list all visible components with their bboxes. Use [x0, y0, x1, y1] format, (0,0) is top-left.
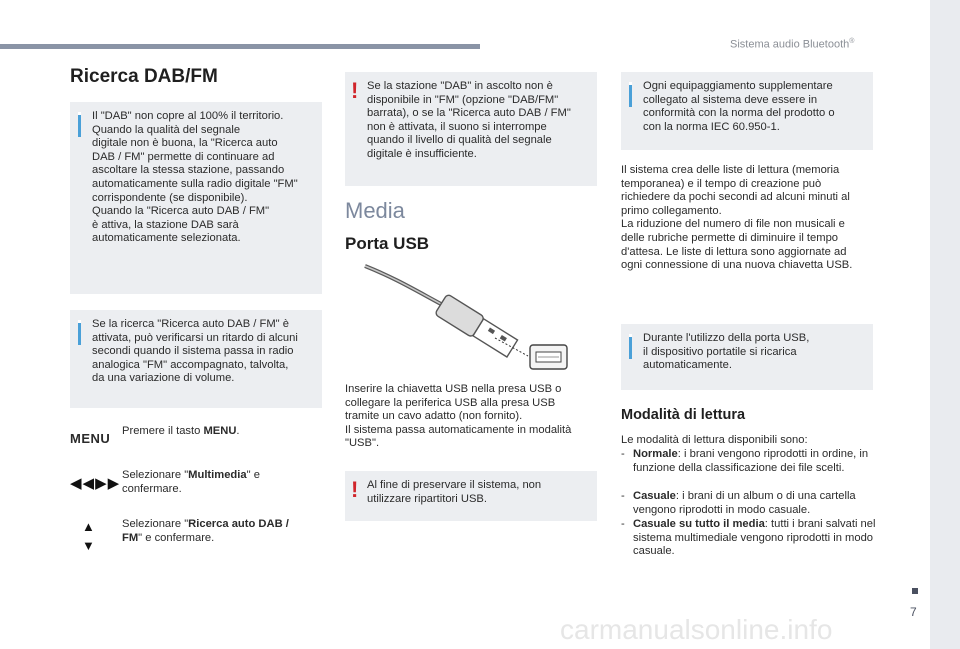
side-strip: [930, 0, 960, 649]
info-icon: [629, 82, 632, 107]
info-box-delay: [70, 310, 322, 408]
usb-instructions: Inserire la chiavetta USB nella presa USB o collegare la periferica USB alla presa USB tramite un cavo adatto (non fornito). Il sistema passa automaticamente in modalità "USB".: [345, 383, 572, 450]
watermark: carmanualsonline.info: [560, 614, 833, 645]
playback-modes-title: Modalità di lettura: [621, 407, 746, 423]
info-icon: [629, 334, 632, 359]
info-icon: [78, 320, 81, 345]
down-arrow-icon: ▼: [82, 538, 95, 553]
header-rule: [0, 44, 480, 49]
page-number: 7: [910, 605, 917, 619]
warning-box-signal: [345, 72, 597, 186]
playback-modes-intro: Le modalità di lettura disponibili sono:: [621, 434, 808, 446]
warning-box-usb-hub: [345, 471, 597, 521]
usb-plug-illustration: [345, 258, 575, 376]
info-text: Ogni equipaggiamento supplementare collegato al sistema deve essere in conformità con la norma del prodotto o con la norma IEC 60.950-1.: [643, 80, 835, 133]
step-press-menu: Premere il tasto MENU.: [122, 425, 240, 437]
warning-text: Se la stazione "DAB" in ascolto non è disponibile in "FM" (opzione "DAB/FM" barrata), o se la "Ricerca auto DAB / FM" non è attivata, il suono si interrompe quando il livello di qualità del segnale digitale è insufficiente.: [367, 80, 571, 160]
info-text: Se la ricerca "Ricerca auto DAB / FM" è attivata, può verificarsi un ritardo di alcuni secondi quando il sistema passa in radio analogica "FM" accompagnato, talvolta, da una variazione di volume.: [92, 318, 298, 385]
playlist-paragraph: Il sistema crea delle liste di lettura (memoria temporanea) e il tempo di creazione può richiedere da pochi secondi ad alcuni minuti al primo collegamento. La riduzione del numero di file non musicali e delle rubriche permette di diminuire il tempo d'attesa. Le liste di lettura sono aggiornate ad ogni connessione di una nuova chiavetta USB.: [621, 164, 853, 272]
info-text: Durante l'utilizzo della porta USB, il dispositivo portatile si ricarica automaticamente.: [643, 332, 810, 372]
info-box-norm: [621, 72, 873, 150]
warning-text: Al fine di preservare il sistema, non utilizzare ripartitori USB.: [367, 479, 542, 505]
warning-icon: !: [351, 477, 359, 502]
left-right-arrows-icon: ◀◀▶▶: [70, 475, 121, 492]
section-media-title: Media: [345, 198, 405, 223]
up-arrow-icon: ▲: [82, 519, 95, 534]
info-icon: [78, 112, 81, 137]
menu-key-icon: MENU: [70, 431, 111, 446]
section-title: Sistema audio Bluetooth®: [730, 38, 855, 51]
page-title: Ricerca DAB/FM: [70, 66, 218, 87]
usb-port-title: Porta USB: [345, 234, 430, 253]
info-text: Il "DAB" non copre al 100% il territorio. Quando la qualità del segnale digitale non è buona, la "Ricerca auto DAB / FM" permette di continuare ad ascoltare la stessa stazione, passando automaticamente sulla radio digitale "FM" corrispondente (se disponibile). Quando la "Ricerca auto DAB / FM" è attiva, la stazione DAB sarà automaticamente selezionata.: [92, 110, 298, 245]
step-select-multimedia: Selezionare "Multimedia" e confermare.: [122, 469, 260, 495]
info-box-charging: [621, 324, 873, 390]
info-box-dab-coverage: [70, 102, 322, 294]
end-marker: [912, 588, 918, 594]
step-select-dab-fm: Selezionare "Ricerca auto DAB / FM" e confermare.: [122, 518, 289, 544]
warning-icon: !: [351, 78, 359, 103]
